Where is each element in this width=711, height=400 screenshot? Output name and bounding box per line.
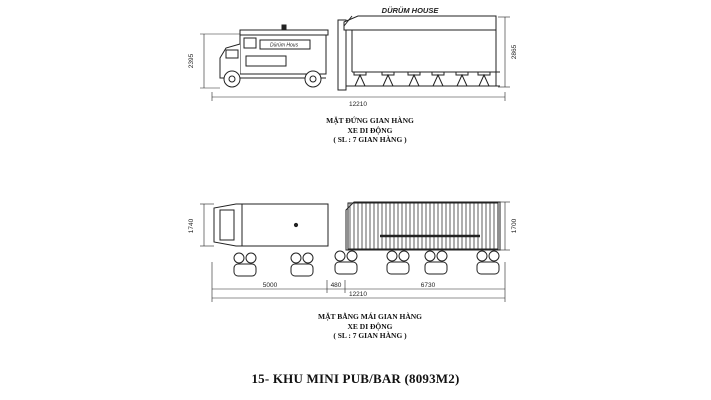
bar-stool (408, 72, 420, 86)
elevation-caption-line-2: XE DI ĐỘNG (347, 125, 393, 135)
page-title: 15- KHU MINI PUB/BAR (8093M2) (251, 371, 460, 386)
bar-stool (354, 72, 366, 86)
truck-sign-text: Dürüm Hous (270, 42, 299, 49)
plan-view (188, 202, 518, 302)
bar-stool (382, 72, 394, 86)
plan-caption-line-2: XE DI ĐỘNG (347, 321, 393, 331)
canopy-plan (346, 202, 500, 250)
elevation-dim-right: 2865 (511, 44, 518, 60)
bar-stool (478, 72, 490, 86)
elevation-view (188, 6, 518, 108)
plan-seating (234, 251, 499, 276)
plan-caption-line-3: ( SL : 7 GIAN HÀNG ) (333, 331, 407, 340)
seating-group (387, 251, 409, 274)
plan-dim-seg-3: 6730 (420, 282, 436, 289)
plan-caption-line-1: MẶT BẰNG MÁI GIAN HÀNG (317, 312, 423, 321)
elevation-caption-line-1: MẶT ĐỨNG GIAN HÀNG (326, 116, 414, 125)
elevation-caption (220, 116, 520, 145)
plan-caption (220, 312, 520, 341)
sign-text: DÜRÜM HOUSE (381, 6, 439, 15)
plan-dim-seg-2: 480 (330, 282, 342, 289)
truck-plan (214, 204, 328, 246)
seating-group (291, 253, 313, 276)
seating-group (425, 251, 447, 274)
plan-dim-seg-1: 5000 (262, 282, 278, 289)
seating-group (234, 253, 256, 276)
plan-dim-total: 12210 (348, 291, 368, 298)
canopy-elevation (338, 6, 500, 90)
elevation-dim-bottom: 12210 (348, 101, 368, 108)
bar-stools-elevation (354, 72, 490, 86)
elevation-caption-line-3: ( SL : 7 GIAN HÀNG ) (333, 135, 407, 144)
plan-dim-left: 1740 (188, 218, 195, 234)
plan-dim-right: 1700 (511, 218, 518, 234)
bar-stool (456, 72, 468, 86)
seating-group (335, 251, 357, 274)
elevation-dim-left: 2395 (188, 53, 195, 69)
bar-stool (432, 72, 444, 86)
seating-group (477, 251, 499, 274)
